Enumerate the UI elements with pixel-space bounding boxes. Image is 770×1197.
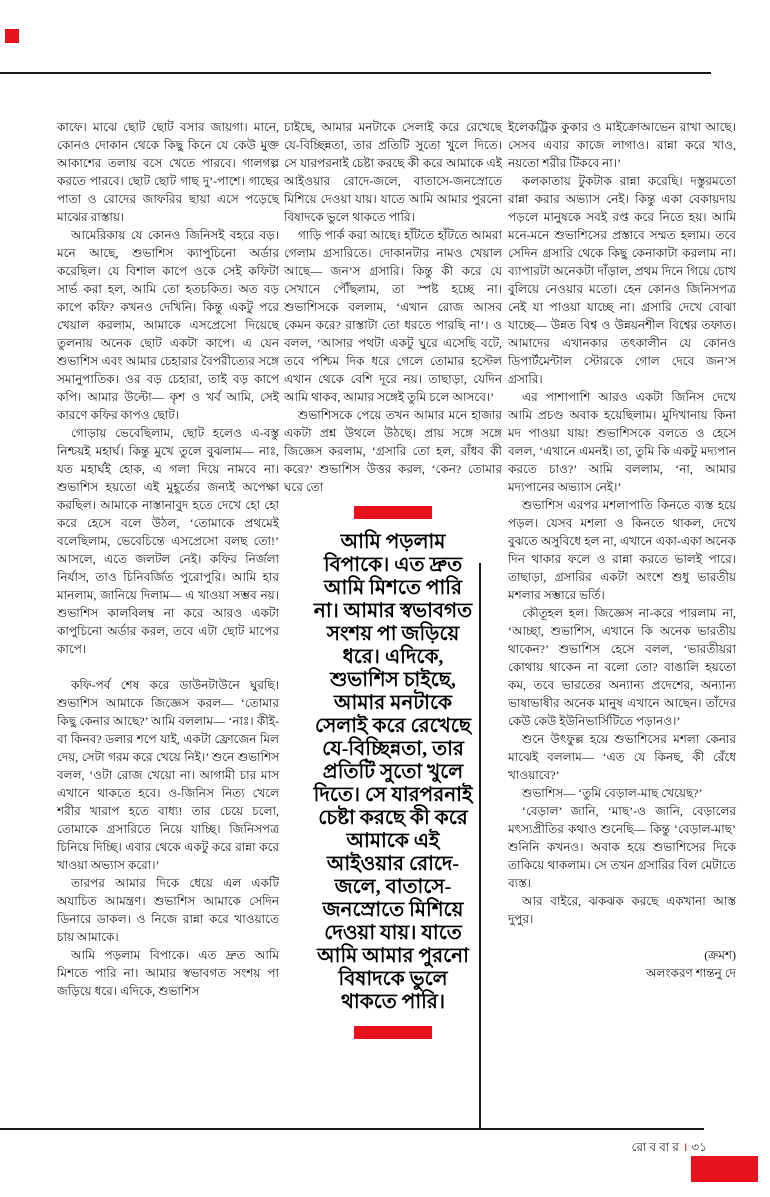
paragraph: কাফে। মাঝে ছোট ছোট বসার জায়গা। মানে, কোনও দোকান থেকে কিছু কিনে যে কেউ মুক্ত আকাশের তলায় বসে খেতে পারবে। গালগল্প করতে পারবে। ছোট ছোট গাছ দু’-পাশে। গাছের পাতা ও রোদের জাফরির ছায়া এসে পড়েছে মাঝের রাস্তায়। bbox=[57, 120, 279, 224]
paragraph: চাইছে, আমার মনটাকে সেলাই করে রেখেছে যে-বিচ্ছিন্নতা, তার প্রতিটি সুতো খুলে দিতে। সে যারপরনাই চেষ্টা করছে কী করে আমাকে এই আইওয়ার রোদে-জলে, বাতাসে-জনস্রোতে মিশিয়ে দেওয়া যায়। যাতে আমি আমার পুরনো বিষাদকে ভুলে থাকতে পারি। bbox=[284, 120, 502, 224]
credit-block bbox=[508, 946, 736, 982]
paragraph: না। আমার স্বভাবগত bbox=[313, 600, 473, 622]
corner-red-square bbox=[5, 29, 19, 43]
text-column-3 bbox=[508, 118, 736, 982]
paragraph: কফি-পর্ব শেষ করে ডাউনটাউনে ঘুরছি। শুভাশিস আমাকে জিজ্ঞেস করল— ‘তোমার কিছু কেনার আছে?’ আমি বললাম— ‘নাঃ। কীই-বা কিনব? ডলার শপে যাই, একটা ফ্রোজেন মিল দেয়, সেটা গরম করে খেয়ে নিই।’ শুনে শুভাশিস বলল, ‘ওটা রোজ খেয়ো না। আগামী চার মাস এখানে থাকতে হবে। ও-জিনিস নিত্য খেলে শরীর খারাপ হতে বাধ্য! তার চেয়ে চলো, তোমাকে গ্রসারিতে নিয়ে যাচ্ছি। জিনিসপত্র চিনিয়ে দিচ্ছি। এবার থেকে একটু করে রান্না করে খাওয়া অভ্যাস করো।’ bbox=[57, 678, 279, 872]
paragraph: সংশয় পা জড়িয়ে bbox=[326, 623, 460, 645]
paragraph: ইলেকট্রিক কুকার ও মাইক্রোআভেন রাখা আছে। সেসব এবার কাজে লাগাও। রান্না করে খাও, নয়তো শরীর টিকবে না।’ bbox=[508, 120, 736, 170]
paragraph: এর পাশাপাশি আরও একটা জিনিস দেখে আমি প্রচণ্ড অবাক হয়েছিলাম। মুদিখানায় কিনা মদ পাওয়া যায়! শুভাশিসকে বলতে ও হেসে বলল, ‘এখানে এমনই। তা, তুমি কি একটু মদ্যপান করতে চাও?’ আমি বললাম, ‘না, আমার মদ্যপানের অভ্যাস নেই।’ bbox=[508, 390, 736, 494]
paragraph: ধরে। এদিকে, bbox=[342, 646, 444, 668]
corner-red-box bbox=[691, 1156, 758, 1182]
paragraph: শুভাশিস চাইছে, bbox=[330, 669, 456, 691]
column-3-paragraphs bbox=[508, 118, 736, 928]
column-divider-rule bbox=[479, 563, 481, 1128]
paragraph: গোড়ায় ভেবেছিলাম, ছোট হলেও এ-বস্তু নিশ্চয়ই মহার্ঘ। কিন্তু মুখে তুলে বুঝলাম— নাঃ, যত মহার্ঘই হোক, এ গলা দিয়ে নামবে না। শুভাশিস হয়তো এই মুহূর্তের জন্যই অপেক্ষা করছিল। আমাকে নাস্তানাবুদ হতে দেখে হো হো করে হেসে বলে উঠল, ‘তোমাকে প্রথমেই বলেছিলাম, ভেবেচিন্তে এসপ্রেসো বলছ তো!’ আসলে, এতে জলটল নেই। কফির নির্জলা নির্যাস, তাও চিনিবর্জিত পুরোপুরি। আমি হার মানলাম, জানিয়ে দিলাম— এ খাওয়া সম্ভব নয়। শুভাশিস কালবিলম্ব না করে আরও একটা কাপুচিনো অর্ডার করল, তবে এটা ছোট মাপের কাপে। bbox=[57, 426, 279, 656]
paragraph: শুভাশিস এরপর মশলাপাতি কিনতে ব্যস্ত হয়ে পড়ল। যেসব মশলা ও কিনতে থাকল, দেখে বুঝতে অসুবিধে হল না, এখানে একা-একা অনেক দিন থাকার ফলে ও রান্না করতে ভালই পারে। তাছাড়া, গ্রসারির একটা অংশে শুধু ভারতীয় মশলার সম্ভারে ভর্তি। bbox=[508, 498, 736, 602]
paragraph: সেলাই করে রেখেছে bbox=[315, 715, 471, 737]
page-number: ৩১ bbox=[691, 1140, 707, 1154]
paragraph: আমি পড়লাম বিপাকে। এত দ্রুত আমি মিশতে পারি না। আমার স্বভাবগত সংশয় পা জড়িয়ে ধরে। এদিকে, শুভাশিস bbox=[57, 948, 279, 998]
paragraph: দেওয়া যায়। যাতে bbox=[324, 922, 462, 944]
paragraph: আমি আমার পুরনো bbox=[317, 945, 469, 967]
paragraph: গাড়ি পার্ক করা আছে। হাঁটতে হাঁটতে আমরা গেলাম গ্রসারিতে। দোকানটার নামও খেয়াল আছে— জন’স গ্রসারি। কিন্তু কী করে যে সেখানে পৌঁছলাম, তা স্পষ্ট হচ্ছে না। শুভাশিসকে বললাম, ‘এখান রোজ আসব কেমন করে? রাস্তাটা তো ধরতে পারছি না’। ও বলল, ‘আসার পথটা একটু ঘুরে এসেছি বটে, তবে পশ্চিম দিক ধরে গেলে তোমার হস্টেল এখান থেকে বেশি দূরে নয়। তাছাড়া, যেদিন আমি থাকব, আমার সঙ্গেই তুমি চলে আসবে।’ bbox=[284, 228, 502, 404]
text-column-1 bbox=[57, 118, 279, 1000]
paragraph: কলকাতায় টুকটাক রান্না করেছি। দস্তুরমতো রান্না করার অভ্যাস নেই। কিন্তু একা বেকায়দায় পড়লে মানুষকে সবই রপ্ত করে নিতে হয়। আমি মনে-মনে শুভাশিসের প্রস্তাবে সম্মত হলাম। তবে সেদিন গ্রসারি থেকে কিছু কেনাকাটা করলাম না। ব্যাপারটা অনেকটা দাঁড়াল, প্রথম দিনে গিয়ে চোখ বুলিয়ে নেওয়ার মতো। হেন কোনও জিনিসপত্র নেই যা পাওয়া যাচ্ছে না। গ্রসারি দেখে বোঝা যাচ্ছে— উন্নত বিশ্ব ও উন্নয়নশীল বিশ্বের তফাত। আমাদের এখানকার তৎকালীন যে কোনও ডিপার্টমেন্টাল স্টোরকে গোল দেবে জন’স গ্রসারি। bbox=[508, 174, 736, 386]
pull-quote bbox=[284, 506, 502, 1039]
pull-quote-text bbox=[284, 531, 502, 1014]
illustration-credit: অলংকরণ শান্তনু দে bbox=[646, 966, 736, 980]
paragraph: আইওয়ার রোদে- bbox=[326, 853, 460, 875]
paragraph: আমেরিকায় যে কোনও জিনিসই বহরে বড়। মনে আছে, শুভাশিস ক্যাপুচিনো অর্ডার করেছিল। যে বিশাল কাপে ওকে সেই কফিটা সার্ভ করা হল, আমি তো হতচকিত। অত বড় কাপে কফি? কখনও দেখিনি। কিন্তু একটু পরে খেয়াল করলাম, আমাকে এসপ্রেসো দিয়েছে তুলনায় অনেক ছোট একটা কাপে। এ যেন শুভাশিস এবং আমার চেহারার বৈপরীত্যের সঙ্গে সমানুপাতিক। ওর বড় চেহারা, তাই বড় কাপে কপি। আমার উল্টো— কৃশ ও খর্ব আমি, সেই কারণে কফির কাপও ছোট। bbox=[57, 228, 279, 422]
paragraph: তারপর আমার দিকে ধেয়ে এল একটি অযাচিত আমন্ত্রণ। শুভাশিস আমাকে সেদিন ডিনারে ডাকল। ও নিজে রান্না করে খাওয়াতে চায় আমাকে। bbox=[57, 876, 279, 944]
paragraph: আমি পড়লাম bbox=[340, 531, 446, 553]
text-column-2 bbox=[284, 118, 502, 1039]
paragraph: প্রতিটি সুতো খুলে bbox=[322, 761, 464, 783]
paragraph: চেষ্টা করছে কী করে bbox=[318, 807, 468, 829]
magazine-name: রোববার bbox=[631, 1140, 682, 1154]
paragraph: আমাকে এই bbox=[346, 830, 440, 852]
footer-rule bbox=[0, 1128, 704, 1130]
paragraph: শুভাশিসকে পেয়ে তখন আমার মনে হাজার একটা প্রশ্ন উথলে উঠছে। প্রায় সঙ্গে সঙ্গে জিজ্ঞেস করলাম, ‘গ্রসারি তো হল, রাঁধব কী করে?’ শুভাশিস উত্তর করল, ‘কেন? তোমার ঘরে তো bbox=[284, 408, 502, 494]
paragraph: যে-বিচ্ছিন্নতা, তার bbox=[322, 738, 464, 760]
paragraph: শুভাশিস— ‘তুমি বেড়াল-মাছ খেয়েছ?’ bbox=[522, 786, 703, 800]
paragraph: আমি মিশতে পারি bbox=[324, 577, 462, 599]
paragraph: শুনে উৎফুল্ল হয়ে শুভাশিসের মশলা কেনার মাঝেই বললাম— ‘এত যে কিনছ, কী রেঁধে খাওয়াবে?’ bbox=[508, 732, 736, 782]
paragraph: ‘বেড়াল’ জানি, ‘মাছ’-ও জানি, বেড়ালের মৎস্যপ্রীতির কথাও শুনেছি— কিন্তু ‘বেড়াল-মাছ’ শুনিনি কখনও। অবাক হয়ে শুভাশিসের দিকে তাকিয়ে থাকলাম। সে তখন গ্রসারির বিল মেটাতে ব্যস্ত। bbox=[508, 804, 736, 890]
paragraph: বিপাকে। এত দ্রুত bbox=[323, 554, 463, 576]
paragraph: থাকতে পারি। bbox=[340, 991, 446, 1013]
paragraph: জলে, বাতাসে- bbox=[334, 876, 452, 898]
pull-quote-bottom-bar bbox=[354, 1026, 432, 1039]
footer-separator: । bbox=[682, 1140, 688, 1154]
paragraph: জনস্রোতে মিশিয়ে bbox=[322, 899, 464, 921]
serial-note: (ক্রমশ) bbox=[704, 948, 736, 962]
paragraph: আমার মনটাকে bbox=[333, 692, 452, 714]
pull-quote-top-bar bbox=[354, 506, 432, 519]
column-2-paragraphs bbox=[284, 118, 502, 496]
paragraph: আর বাইরে, ঝকঝক করছে একখানা আস্ত দুপুর। bbox=[508, 894, 736, 926]
top-rule bbox=[0, 72, 711, 74]
paragraph: কৌতূহল হল। জিজ্ঞেস না-করে পারলাম না, ‘আচ্ছা, শুভাশিস, এখানে কি অনেক ভারতীয় থাকেন?’ শুভাশিস হেসে বলল, ‘ভারতীয়রা কোথায় থাকেন না বলো তো? বাঙালি হয়তো কম, তবে ভারতের অন্যান্য প্রদেশের, অন্যান্য ভাষাভাষীর অনেক মানুষ এখানে আছেন। তাঁদের কেউ কেউ ইউনিভার্সিটিতে পড়ানও।’ bbox=[508, 606, 736, 728]
paragraph: দিতে। সে যারপরনাই bbox=[313, 784, 473, 806]
paragraph: বিষাদকে ভুলে bbox=[338, 968, 448, 990]
